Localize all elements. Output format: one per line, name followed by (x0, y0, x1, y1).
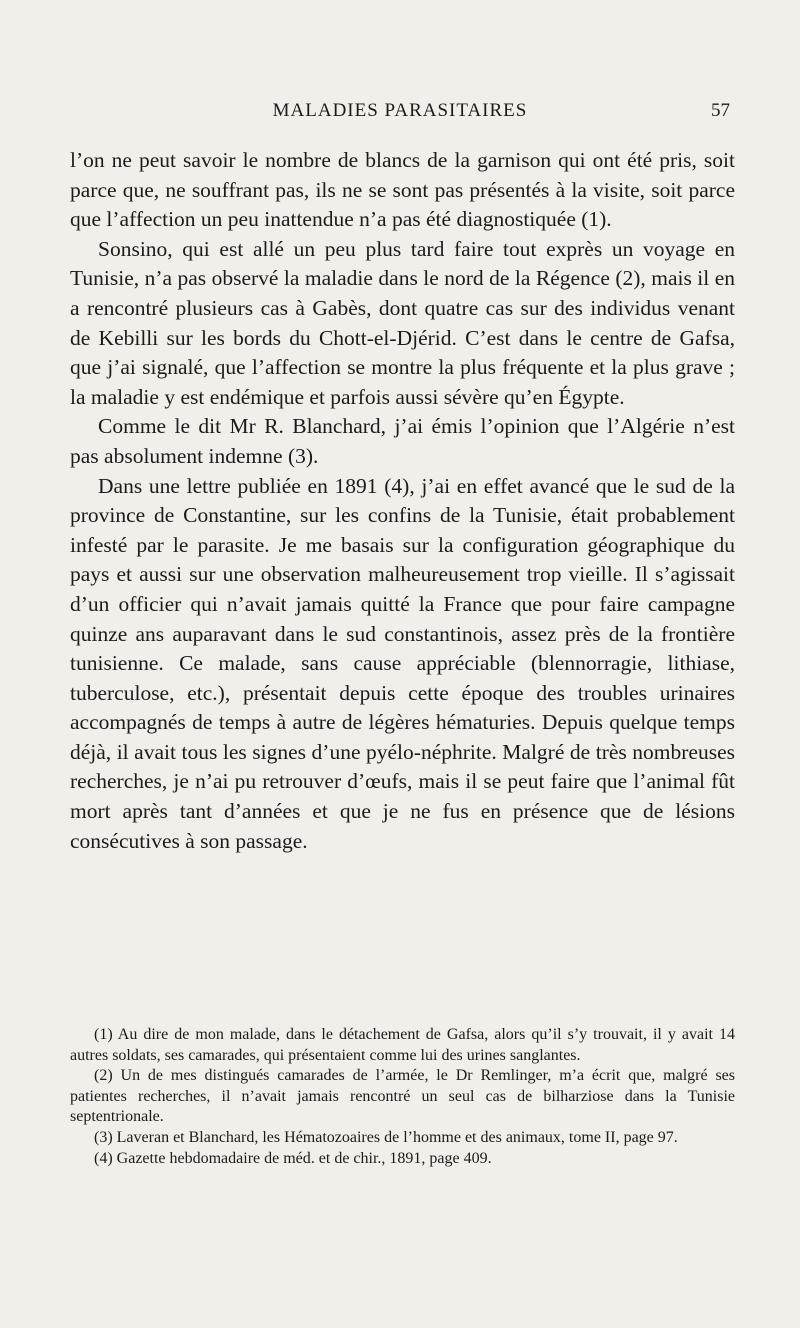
body-text (70, 146, 735, 856)
footnote-2: (2) Un de mes distingués camarades de l’armée, le Dr Remlinger, m’a écrit que, malgré ses patientes recherches, il n’avait jamais rencontré un seul cas de bilharziose dans la Tunisie septentrionale. (70, 1067, 735, 1126)
running-head (70, 100, 730, 130)
paragraph-continuation: l’on ne peut savoir le nombre de blancs de la garnison qui ont été pris, soit parce que, ne souffrant pas, ils ne se sont pas présentés à la visite, soit parce que l’affection un peu inattendue n’a pas été diagnostiquée (1). (70, 148, 735, 232)
running-title: MALADIES PARASITAIRES (272, 100, 528, 121)
page-number: 57 (711, 100, 730, 121)
paragraph-blanchard: Comme le dit Mr R. Blanchard, j’ai émis l’opinion que l’Algérie n’est pas absolument indemne (3). (70, 414, 735, 468)
footnotes (70, 1025, 735, 1169)
footnote-1: (1) Au dire de mon malade, dans le détachement de Gafsa, alors qu’il s’y trouvait, il y avait 14 autres soldats, ses camarades, qui présentaient comme lui des urines sanglantes. (70, 1026, 735, 1064)
footnote-4: (4) Gazette hebdomadaire de méd. et de chir., 1891, page 409. (94, 1149, 492, 1167)
footnote-3: (3) Laveran et Blanchard, les Hématozoaires de l’homme et des animaux, tome II, page 97. (94, 1128, 678, 1146)
paragraph-sonsino: Sonsino, qui est allé un peu plus tard faire tout exprès un voyage en Tunisie, n’a pas observé la maladie dans le nord de la Régence (2), mais il en a rencontré plusieurs cas à Gabès, dont quatre cas sur des individus venant de Kebilli sur les bords du Chott-el-Djérid. C’est dans le centre de Gafsa, que j’ai signalé, que l’affection se montre la plus fréquente et la plus grave ; la maladie y est endémique et parfois aussi sévère qu’en Égypte. (70, 236, 735, 409)
paragraph-lettre: Dans une lettre publiée en 1891 (4), j’ai en effet avancé que le sud de la province de Constantine, sur les confins de la Tunisie, était probablement infesté par le parasite. Je me basais sur la configuration géographique du pays et aussi sur une observation malheureusement trop vieille. Il s’agissait d’un officier qui n’avait jamais quitté la France que pour faire campagne quinze ans auparavant dans le sud constantinois, assez près de la frontière tunisienne. Ce malade, sans cause appréciable (blennorragie, lithiase, tuberculose, etc.), présentait depuis cette époque des troubles urinaires accompagnés de temps à autre de légères hématuries. Depuis quelque temps déjà, il avait tous les signes d’une pyélo-néphrite. Malgré de très nombreuses recherches, je n’ai pu retrouver d’œufs, mais il se peut faire que l’animal fût mort après tant d’années et que je ne fus en présence que de lésions consécutives à son passage. (70, 473, 735, 853)
